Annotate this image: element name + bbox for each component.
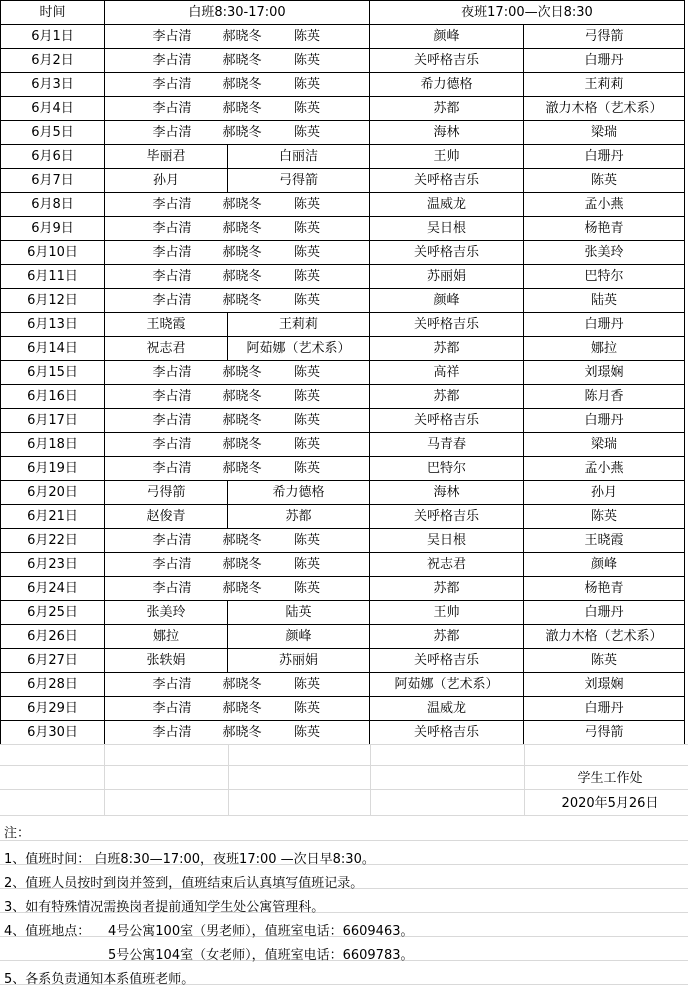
table-row [1, 73, 685, 97]
night-shift-name: 温威龙 [370, 697, 524, 721]
night-shift-name: 梁瑞 [524, 433, 685, 457]
night-shift-name: 白珊丹 [524, 409, 685, 433]
day-shift-name: 郝晓冬 [222, 389, 262, 404]
table-row [1, 721, 685, 745]
table-row [1, 145, 685, 169]
date-cell: 6月4日 [1, 97, 105, 121]
date-cell: 6月1日 [1, 25, 105, 49]
night-shift-name: 吴日根 [370, 529, 524, 553]
night-shift-name: 娜拉 [524, 337, 685, 361]
day-shift-name: 郝晓冬 [222, 77, 262, 92]
day-shift-name: 李占清 [152, 461, 192, 476]
night-shift-name: 希力德格 [370, 73, 524, 97]
note-item: 1、值班时间： 白班8:30—17:00，夜班17:00 —次日早8:30。 [4, 852, 375, 867]
day-shift-name: 毕丽君 [105, 145, 228, 169]
date-cell: 6月18日 [1, 433, 105, 457]
day-shift-column-header: 白班8:30-17:00 [105, 1, 370, 25]
table-row [1, 697, 685, 721]
day-shift-name: 陈英 [293, 389, 320, 404]
date-cell: 6月9日 [1, 217, 105, 241]
note-item: 5号公寓104室（女老师），值班室电话：6609783。 [108, 948, 414, 963]
date-cell: 6月26日 [1, 625, 105, 649]
date-cell: 6月29日 [1, 697, 105, 721]
day-shift-name: 李占清 [152, 77, 192, 92]
day-shift-name: 陆英 [228, 601, 370, 625]
table-row [1, 409, 685, 433]
day-shift-cell [105, 265, 370, 289]
date-column-header: 时间 [1, 1, 105, 25]
date-cell: 6月28日 [1, 673, 105, 697]
date-cell: 6月27日 [1, 649, 105, 673]
day-shift-name: 郝晓冬 [222, 221, 262, 236]
night-shift-name: 白珊丹 [524, 313, 685, 337]
day-shift-name: 郝晓冬 [222, 293, 262, 308]
night-shift-name: 白珊丹 [524, 49, 685, 73]
table-row [1, 433, 685, 457]
date-cell: 6月13日 [1, 313, 105, 337]
note-item: 4、值班地点： [4, 924, 91, 939]
table-row [1, 529, 685, 553]
table-row [1, 601, 685, 625]
day-shift-cell [105, 49, 370, 73]
table-row [1, 49, 685, 73]
note-item: 4号公寓100室（男老师），值班室电话：6609463。 [108, 924, 414, 939]
day-shift-name: 李占清 [152, 557, 192, 572]
day-shift-name: 郝晓冬 [222, 413, 262, 428]
day-shift-name: 郝晓冬 [222, 29, 262, 44]
night-shift-name: 颜峰 [370, 289, 524, 313]
date-cell: 6月3日 [1, 73, 105, 97]
day-shift-name: 张美玲 [105, 601, 228, 625]
night-shift-name: 白珊丹 [524, 697, 685, 721]
day-shift-name: 郝晓冬 [222, 725, 262, 740]
day-shift-name: 陈英 [293, 437, 320, 452]
day-shift-name: 郝晓冬 [222, 461, 262, 476]
date-cell: 6月8日 [1, 193, 105, 217]
night-shift-name: 陈英 [524, 649, 685, 673]
day-shift-name: 陈英 [293, 77, 320, 92]
day-shift-name: 弓得箭 [228, 169, 370, 193]
day-shift-name: 李占清 [152, 365, 192, 380]
day-shift-name: 李占清 [152, 101, 192, 116]
day-shift-cell [105, 217, 370, 241]
day-shift-name: 陈英 [293, 125, 320, 140]
night-shift-name: 弓得箭 [524, 721, 685, 745]
table-row [1, 457, 685, 481]
night-shift-name: 海林 [370, 121, 524, 145]
day-shift-name: 陈英 [293, 533, 320, 548]
sheet-gridline [104, 744, 105, 815]
day-shift-name: 李占清 [152, 245, 192, 260]
night-shift-name: 王帅 [370, 145, 524, 169]
day-shift-cell [105, 409, 370, 433]
day-shift-name: 颜峰 [228, 625, 370, 649]
day-shift-name: 李占清 [152, 725, 192, 740]
date-cell: 6月11日 [1, 265, 105, 289]
night-shift-name: 温威龙 [370, 193, 524, 217]
night-shift-name: 白珊丹 [524, 145, 685, 169]
day-shift-name: 陈英 [293, 269, 320, 284]
day-shift-name: 陈英 [293, 293, 320, 308]
table-row [1, 193, 685, 217]
day-shift-cell [105, 721, 370, 745]
night-shift-name: 孟小燕 [524, 457, 685, 481]
date-cell: 6月12日 [1, 289, 105, 313]
table-row [1, 625, 685, 649]
day-shift-name: 郝晓冬 [222, 677, 262, 692]
note-item: 2、值班人员按时到岗并签到，值班结束后认真填写值班记录。 [4, 876, 364, 891]
day-shift-cell [105, 457, 370, 481]
date-cell: 6月2日 [1, 49, 105, 73]
day-shift-name: 郝晓冬 [222, 101, 262, 116]
night-shift-name: 陈英 [524, 505, 685, 529]
date-cell: 6月16日 [1, 385, 105, 409]
table-row [1, 553, 685, 577]
day-shift-name: 陈英 [293, 701, 320, 716]
table-row [1, 169, 685, 193]
table-row [1, 337, 685, 361]
day-shift-name: 李占清 [152, 701, 192, 716]
day-shift-name: 祝志君 [105, 337, 228, 361]
night-shift-name: 张美玲 [524, 241, 685, 265]
day-shift-name: 陈英 [293, 197, 320, 212]
night-shift-name: 王莉莉 [524, 73, 685, 97]
table-row [1, 265, 685, 289]
date-cell: 6月30日 [1, 721, 105, 745]
night-shift-name: 王晓霞 [524, 529, 685, 553]
day-shift-name: 李占清 [152, 29, 192, 44]
day-shift-name: 张轶娟 [105, 649, 228, 673]
date-cell: 6月15日 [1, 361, 105, 385]
day-shift-name: 李占清 [152, 221, 192, 236]
night-shift-name: 巴特尔 [524, 265, 685, 289]
sheet-gridline [0, 815, 688, 816]
day-shift-cell [105, 97, 370, 121]
day-shift-name: 李占清 [152, 413, 192, 428]
sheet-gridline [0, 840, 688, 841]
night-shift-name: 陈英 [524, 169, 685, 193]
date-cell: 6月5日 [1, 121, 105, 145]
schedule-rows [1, 25, 685, 745]
day-shift-name: 郝晓冬 [222, 437, 262, 452]
day-shift-cell [105, 385, 370, 409]
night-shift-name: 刘璟娴 [524, 673, 685, 697]
day-shift-cell [105, 73, 370, 97]
day-shift-name: 李占清 [152, 437, 192, 452]
night-shift-name: 关呼格吉乐 [370, 505, 524, 529]
table-row [1, 649, 685, 673]
table-row [1, 361, 685, 385]
night-shift-name: 吴日根 [370, 217, 524, 241]
night-shift-name: 刘璟娴 [524, 361, 685, 385]
night-shift-name: 杨艳青 [524, 217, 685, 241]
day-shift-name: 陈英 [293, 677, 320, 692]
table-row [1, 217, 685, 241]
sheet-gridline [228, 744, 229, 815]
day-shift-cell [105, 673, 370, 697]
table-row [1, 289, 685, 313]
date-cell: 6月19日 [1, 457, 105, 481]
night-shift-name: 梁瑞 [524, 121, 685, 145]
day-shift-name: 李占清 [152, 197, 192, 212]
day-shift-name: 李占清 [152, 125, 192, 140]
day-shift-name: 陈英 [293, 101, 320, 116]
night-shift-name: 陆英 [524, 289, 685, 313]
day-shift-name: 赵俊青 [105, 505, 228, 529]
day-shift-name: 阿茹娜（艺术系） [228, 337, 370, 361]
night-shift-name: 苏都 [370, 385, 524, 409]
day-shift-name: 陈英 [293, 413, 320, 428]
night-shift-name: 马青春 [370, 433, 524, 457]
day-shift-name: 郝晓冬 [222, 125, 262, 140]
day-shift-name: 陈英 [293, 29, 320, 44]
day-shift-name: 李占清 [152, 533, 192, 548]
signature-office: 学生工作处 [577, 771, 643, 786]
day-shift-name: 陈英 [293, 365, 320, 380]
day-shift-name: 郝晓冬 [222, 533, 262, 548]
night-shift-column-header: 夜班17:00—次日8:30 [370, 1, 685, 25]
night-shift-name: 祝志君 [370, 553, 524, 577]
date-cell: 6月25日 [1, 601, 105, 625]
day-shift-name: 王晓霞 [105, 313, 228, 337]
table-row [1, 385, 685, 409]
night-shift-name: 海林 [370, 481, 524, 505]
sheet-gridline [524, 744, 525, 815]
date-cell: 6月21日 [1, 505, 105, 529]
night-shift-name: 关呼格吉乐 [370, 649, 524, 673]
note-item: 3、如有特殊情况需换岗者提前通知学生处公寓管理科。 [4, 900, 325, 915]
day-shift-name: 郝晓冬 [222, 53, 262, 68]
date-cell: 6月23日 [1, 553, 105, 577]
day-shift-name: 陈英 [293, 461, 320, 476]
day-shift-name: 郝晓冬 [222, 365, 262, 380]
table-row [1, 25, 685, 49]
night-shift-name: 巴特尔 [370, 457, 524, 481]
day-shift-cell [105, 697, 370, 721]
day-shift-cell [105, 121, 370, 145]
signature-date: 2020年5月26日 [561, 796, 659, 811]
date-cell: 6月10日 [1, 241, 105, 265]
night-shift-name: 颜峰 [524, 553, 685, 577]
day-shift-name: 陈英 [293, 557, 320, 572]
day-shift-name: 弓得箭 [105, 481, 228, 505]
day-shift-cell [105, 25, 370, 49]
day-shift-name: 李占清 [152, 389, 192, 404]
date-cell: 6月6日 [1, 145, 105, 169]
night-shift-name: 关呼格吉乐 [370, 49, 524, 73]
day-shift-name: 王莉莉 [228, 313, 370, 337]
day-shift-name: 李占清 [152, 53, 192, 68]
day-shift-name: 李占清 [152, 581, 192, 596]
day-shift-name: 白丽洁 [228, 145, 370, 169]
night-shift-name: 阿茹娜（艺术系） [370, 673, 524, 697]
night-shift-name: 陈月香 [524, 385, 685, 409]
night-shift-name: 杨艳青 [524, 577, 685, 601]
day-shift-name: 郝晓冬 [222, 581, 262, 596]
date-cell: 6月22日 [1, 529, 105, 553]
day-shift-name: 郝晓冬 [222, 197, 262, 212]
day-shift-cell [105, 553, 370, 577]
day-shift-cell [105, 289, 370, 313]
table-header-row [1, 1, 685, 25]
night-shift-name: 关呼格吉乐 [370, 721, 524, 745]
sheet-gridline [370, 744, 371, 815]
night-shift-name: 苏都 [370, 577, 524, 601]
night-shift-name: 关呼格吉乐 [370, 241, 524, 265]
day-shift-name: 孙月 [105, 169, 228, 193]
night-shift-name: 关呼格吉乐 [370, 409, 524, 433]
day-shift-name: 苏都 [228, 505, 370, 529]
day-shift-cell [105, 433, 370, 457]
note-item: 5、各系负责通知本系值班老师。 [4, 972, 195, 987]
night-shift-name: 弓得箭 [524, 25, 685, 49]
day-shift-name: 李占清 [152, 677, 192, 692]
date-cell: 6月17日 [1, 409, 105, 433]
day-shift-name: 郝晓冬 [222, 557, 262, 572]
date-cell: 6月7日 [1, 169, 105, 193]
day-shift-name: 娜拉 [105, 625, 228, 649]
table-row [1, 481, 685, 505]
night-shift-name: 颜峰 [370, 25, 524, 49]
day-shift-cell [105, 193, 370, 217]
night-shift-name: 苏都 [370, 97, 524, 121]
day-shift-cell [105, 241, 370, 265]
night-shift-name: 苏都 [370, 625, 524, 649]
date-cell: 6月14日 [1, 337, 105, 361]
night-shift-name: 澈力木格（艺术系） [524, 625, 685, 649]
day-shift-name: 希力德格 [228, 481, 370, 505]
night-shift-name: 孟小燕 [524, 193, 685, 217]
day-shift-name: 陈英 [293, 53, 320, 68]
day-shift-name: 郝晓冬 [222, 245, 262, 260]
night-shift-name: 白珊丹 [524, 601, 685, 625]
day-shift-name: 李占清 [152, 269, 192, 284]
notes-title: 注： [4, 826, 31, 841]
day-shift-name: 郝晓冬 [222, 269, 262, 284]
day-shift-name: 陈英 [293, 245, 320, 260]
table-row [1, 97, 685, 121]
day-shift-cell [105, 361, 370, 385]
night-shift-name: 苏都 [370, 337, 524, 361]
day-shift-name: 陈英 [293, 221, 320, 236]
night-shift-name: 高祥 [370, 361, 524, 385]
night-shift-name: 关呼格吉乐 [370, 313, 524, 337]
table-row [1, 673, 685, 697]
night-shift-name: 澈力木格（艺术系） [524, 97, 685, 121]
night-shift-name: 王帅 [370, 601, 524, 625]
day-shift-name: 陈英 [293, 725, 320, 740]
day-shift-cell [105, 577, 370, 601]
day-shift-name: 李占清 [152, 293, 192, 308]
table-row [1, 121, 685, 145]
table-row [1, 577, 685, 601]
table-row [1, 505, 685, 529]
table-row [1, 241, 685, 265]
night-shift-name: 孙月 [524, 481, 685, 505]
table-row [1, 313, 685, 337]
night-shift-name: 关呼格吉乐 [370, 169, 524, 193]
day-shift-name: 陈英 [293, 581, 320, 596]
day-shift-name: 郝晓冬 [222, 701, 262, 716]
day-shift-name: 苏丽娟 [228, 649, 370, 673]
date-cell: 6月24日 [1, 577, 105, 601]
date-cell: 6月20日 [1, 481, 105, 505]
day-shift-cell [105, 529, 370, 553]
night-shift-name: 苏丽娟 [370, 265, 524, 289]
